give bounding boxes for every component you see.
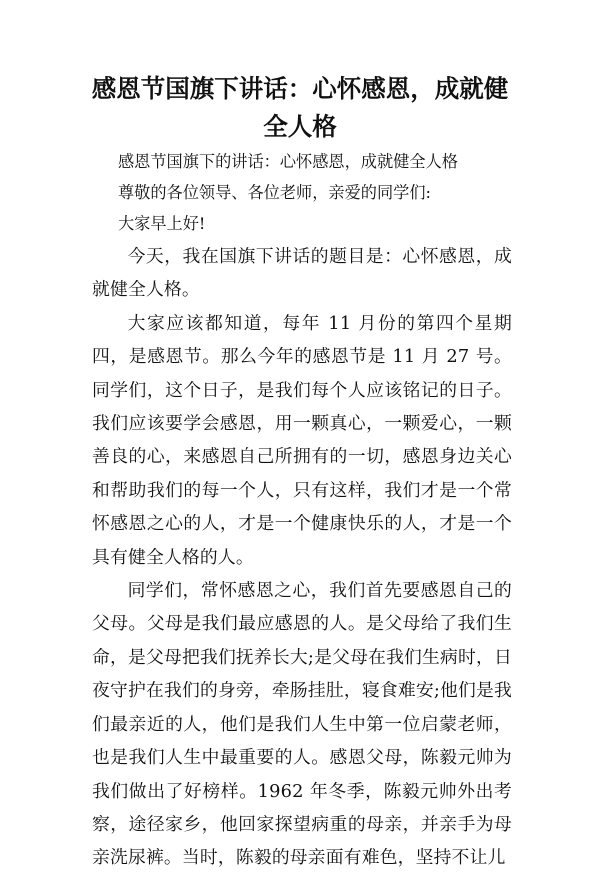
paragraph-thanksgiving-day: 大家应该都知道，每年 11 月份的第四个星期四，是感恩节。那么今年的感恩节是 11 月 27 号。同学们，这个日子，是我们每个人应该铭记的日子。我们应该要学会感恩，用一颗真心，一颗爱心，一颗善良的心，来感恩自己所拥有的一切，感恩身边关心和帮助我们的每一个人，只有这样，我们才是一个常怀感恩之心的人，才是一个健康快乐的人，才是一个具有健全人格的人。 xyxy=(92,312,512,568)
paragraph-thank-parents: 同学们，常怀感恩之心，我们首先要感恩自己的父母。父母是我们最应感恩的人。是父母给了我们生命，是父母把我们抚养长大;是父母在我们生病时，日夜守护在我们的身旁，牵肠挂肚，寝食难安;他们是我们最亲近的人，他们是我们人生中第一位启蒙老师，也是我们人生中最重要的人。感恩父母，陈毅元帅为我们做出了好榜样。1962 年冬季，陈毅元帅外出考察，途径家乡，他回家探望病重的母亲，并亲手为母亲洗尿裤。当时，陈毅的母亲面有难色，坚持不让儿 xyxy=(92,580,512,869)
intro-line-greeting-audience: 尊敬的各位领导、各位老师，亲爱的同学们: xyxy=(118,183,432,202)
intro-line-subtitle: 感恩节国旗下的讲话：心怀感恩，成就健全人格 xyxy=(118,152,458,171)
document-body xyxy=(92,240,512,875)
document-title: 感恩节国旗下讲话：心怀感恩，成就健全人格 xyxy=(91,74,509,141)
intro-line-good-morning: 大家早上好! xyxy=(118,214,206,233)
paragraph-topic: 今天，我在国旗下讲话的题目是：心怀感恩，成就健全人格。 xyxy=(92,246,512,301)
